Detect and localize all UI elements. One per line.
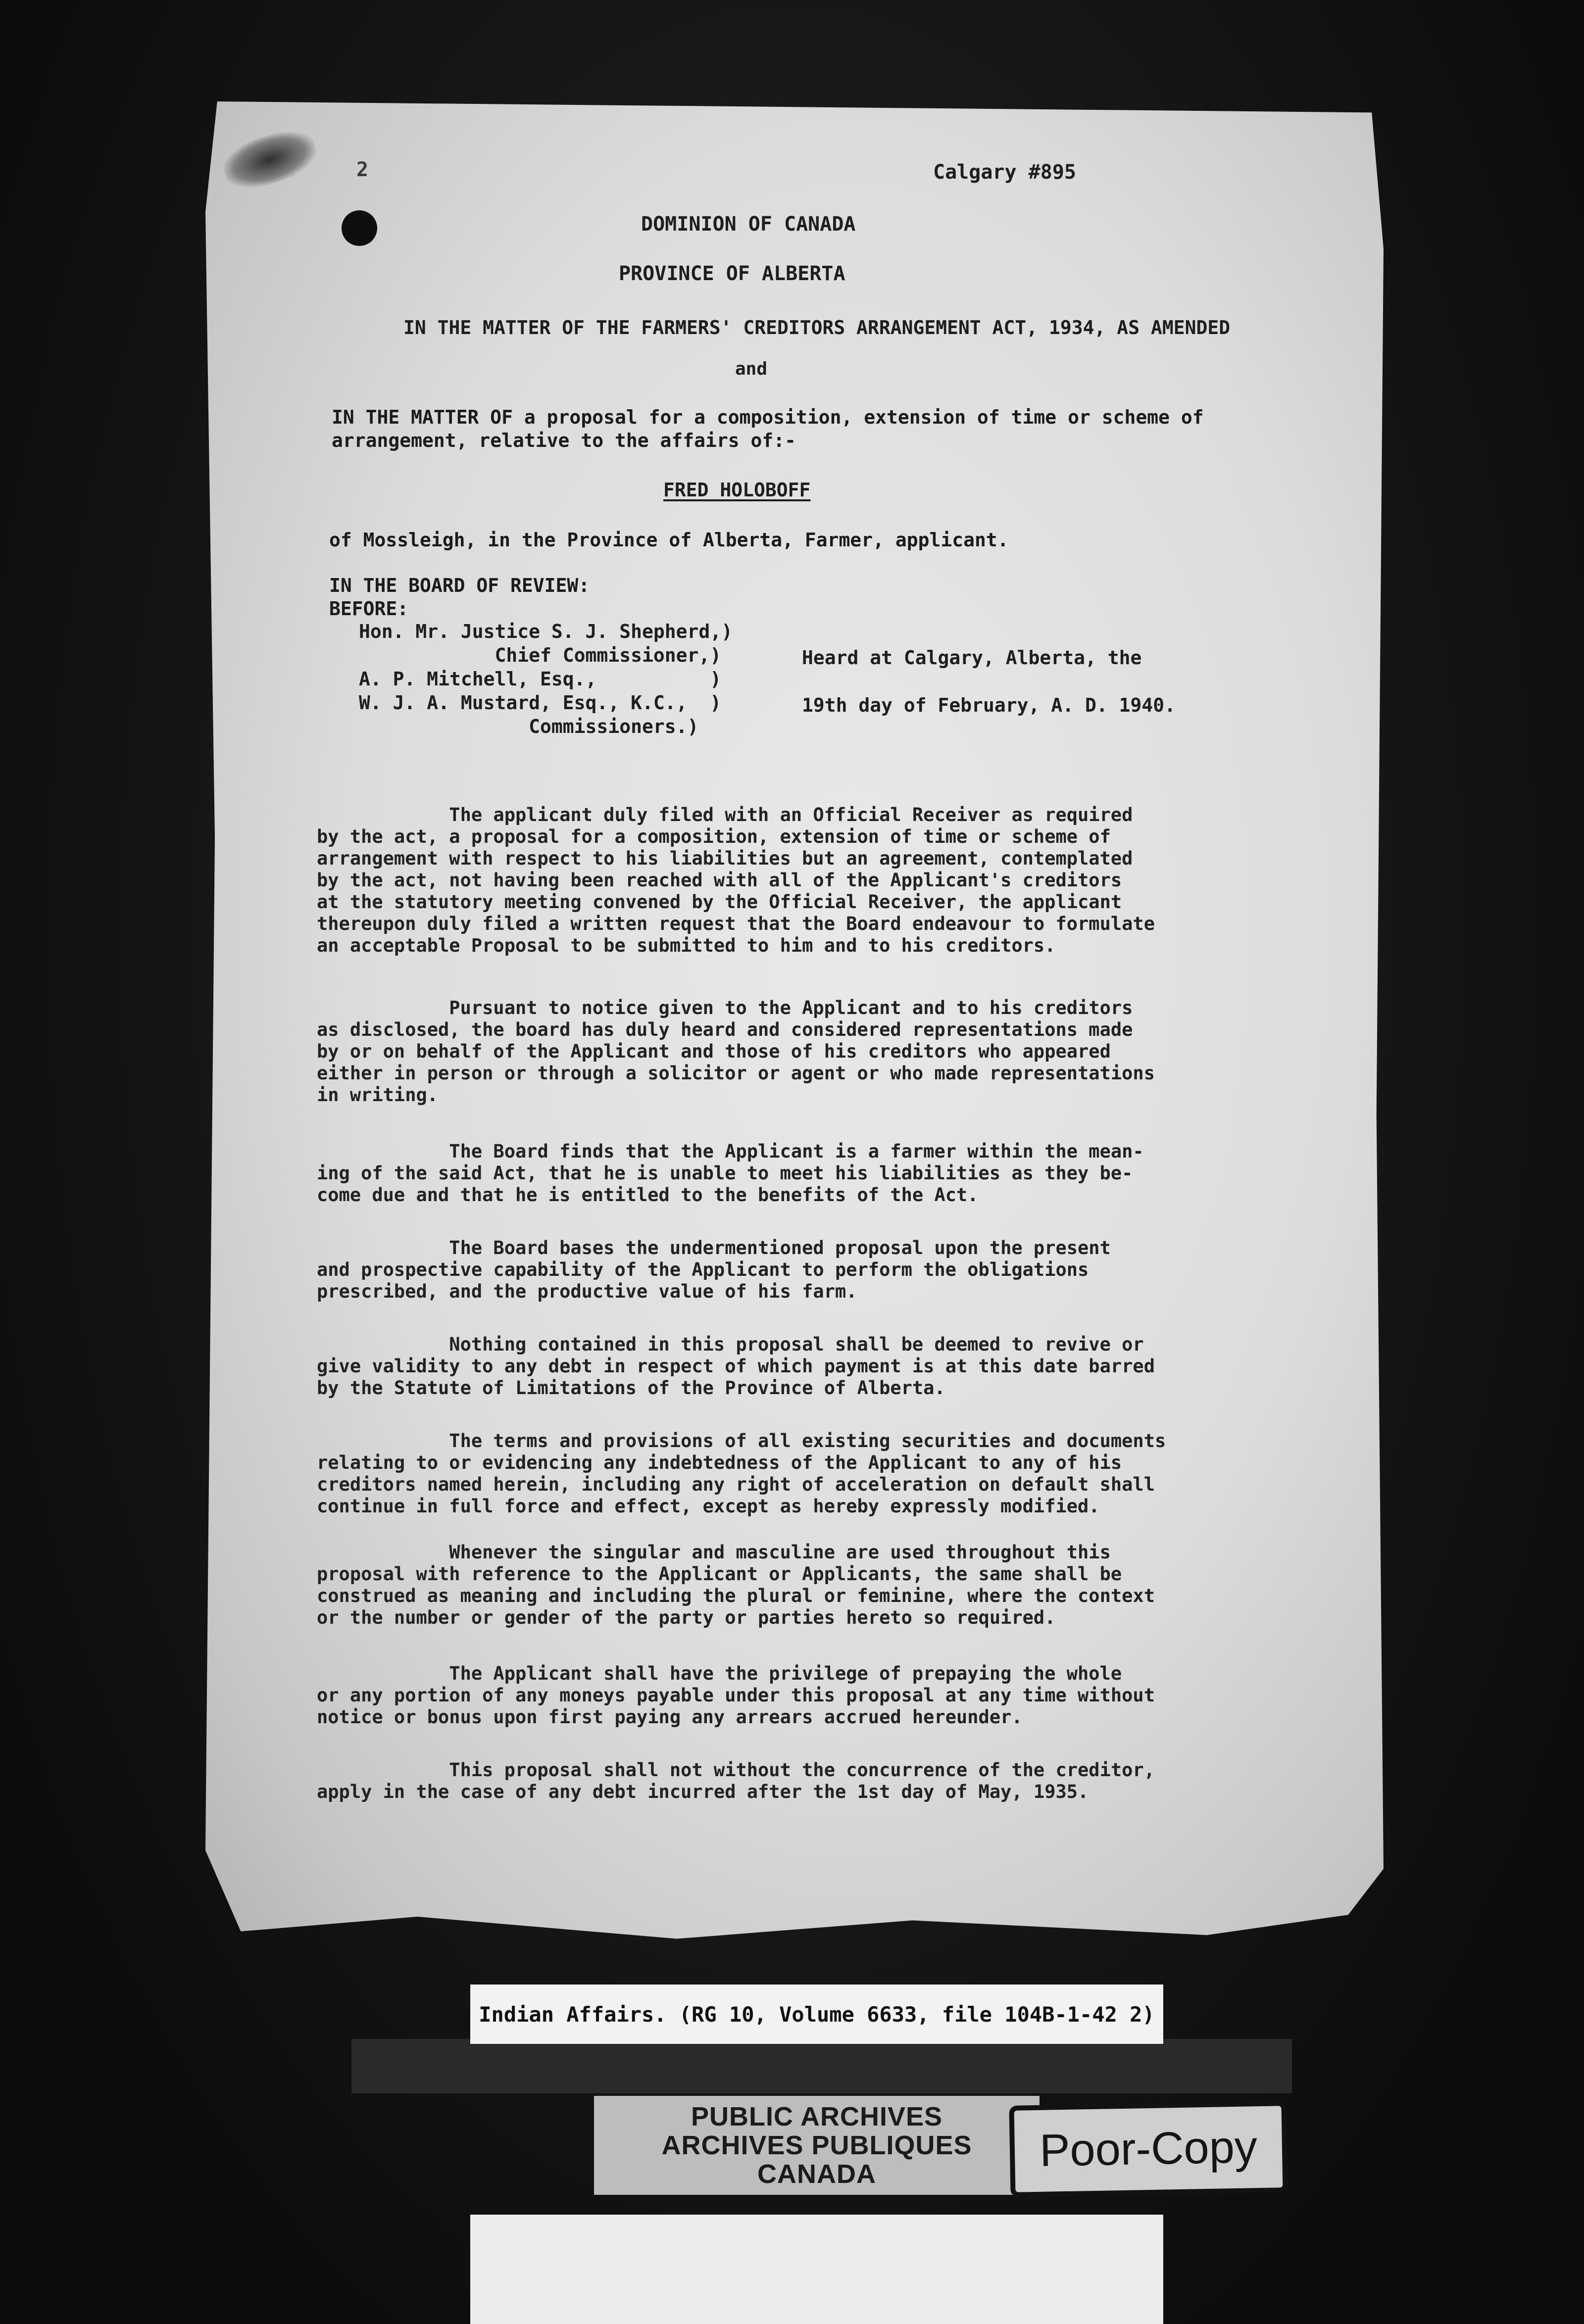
province-heading: PROVINCE OF ALBERTA bbox=[619, 262, 845, 285]
applicant-name: FRED HOLOBOFF bbox=[663, 479, 811, 501]
applicant-description: of Mossleigh, in the Province of Alberta, Farmer, applicant. bbox=[329, 529, 1009, 551]
archive-reference-label: Indian Affairs. (RG 10, Volume 6633, file 104B-1-42 2) bbox=[470, 1985, 1163, 2044]
paragraph-1: The applicant duly filed with an Official Receiver as required by the act, a proposal for a composition, extension of time or scheme of arrangement with respect to his liabilities but an agreement, contemplated by the act, not having been reached with all of the Applicant's creditors at the statutory meeting convened by the Official Receiver, the applicant thereupon duly filed a written request that the Board endeavour to formulate an acceptable Proposal to be submitted to him and to his creditors. bbox=[317, 804, 1155, 956]
board-members: Hon. Mr. Justice S. J. Shepherd,) Chief Commissioner,) A. P. Mitchell, Esq., ) W. J. A. Mustard, Esq., K.C., ) Commissioners.) bbox=[359, 621, 733, 737]
paragraph-7: Whenever the singular and masculine are used throughout this proposal with reference to the Applicant or Applicants, the same shall be construed as meaning and including the plural or feminine, where the context or the number or gender of the party or parties hereto so required. bbox=[317, 1542, 1155, 1628]
paragraph-6: The terms and provisions of all existing securities and documents relating to or evidencing any indebtedness of the Applicant to any of his creditors named herein, including any right of acceleration on default shall continue in full force and effect, except as hereby expressly modified. bbox=[317, 1430, 1166, 1517]
blank-label-card bbox=[470, 2215, 1163, 2324]
paragraph-5: Nothing contained in this proposal shall be deemed to revive or give validity to any debt in respect of which payment is at this date barred by the Statute of Limitations of the Province of Alberta. bbox=[317, 1334, 1155, 1399]
archives-stamp-line1: PUBLIC ARCHIVES bbox=[691, 2102, 943, 2131]
paragraph-4: The Board bases the undermentioned proposal upon the present and prospective capability of the Applicant to perform the obligations prescribed, and the productive value of his farm. bbox=[317, 1237, 1111, 1302]
board-intro: IN THE BOARD OF REVIEW: BEFORE: bbox=[329, 575, 590, 620]
page-marker: 2 bbox=[356, 158, 369, 181]
paragraph-8: The Applicant shall have the privilege of prepaying the whole or any portion of any moneys payable under this proposal at any time without notice or bonus upon first paying any arrears accrued hereunder. bbox=[317, 1663, 1155, 1728]
paragraph-2: Pursuant to notice given to the Applicant and to his creditors as disclosed, the board has duly heard and considered representations made by or on behalf of the Applicant and those of his creditors who appeared either in person or through a solicitor or agent or who made representations in writing. bbox=[317, 997, 1155, 1106]
matter-act-heading: IN THE MATTER OF THE FARMERS' CREDITORS ARRANGEMENT ACT, 1934, AS AMENDED bbox=[403, 317, 1231, 339]
poor-copy-stamp: Poor-Copy bbox=[1009, 2101, 1287, 2197]
hearing-details: Heard at Calgary, Alberta, the 19th day of February, A. D. 1940. bbox=[802, 647, 1176, 716]
paragraph-3: The Board finds that the Applicant is a farmer within the mean- ing of the said Act, that he is unable to meet his liabilities as they be- come due and that he is entitled to the benefits of the Act. bbox=[317, 1141, 1144, 1206]
archives-stamp-line3: CANADA bbox=[757, 2159, 876, 2189]
punch-hole bbox=[342, 210, 377, 246]
and-heading: and bbox=[735, 359, 768, 379]
label-backing bbox=[351, 2039, 1292, 2093]
archives-stamp bbox=[594, 2096, 1040, 2195]
matter-proposal: IN THE MATTER OF a proposal for a composition, extension of time or scheme of arrangement, relative to the affairs of:- bbox=[332, 406, 1204, 451]
country-heading: DOMINION OF CANADA bbox=[641, 213, 856, 236]
paragraph-9: This proposal shall not without the concurrence of the creditor, apply in the case of any debt incurred after the 1st day of May, 1935. bbox=[317, 1759, 1155, 1802]
file-reference: Calgary #895 bbox=[933, 161, 1076, 184]
archives-stamp-line2: ARCHIVES PUBLIQUES bbox=[661, 2130, 972, 2160]
